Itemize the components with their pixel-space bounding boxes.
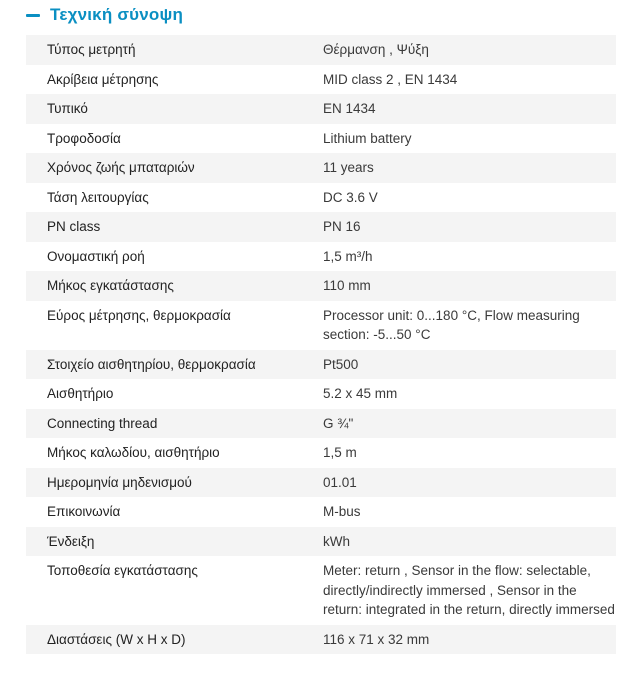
spec-row (26, 379, 616, 409)
spec-value: MID class 2 , EN 1434 (323, 71, 458, 87)
spec-label: Ημερομηνία μηδενισμού (26, 468, 323, 498)
spec-label: Εύρος μέτρησης, θερμοκρασία (47, 307, 231, 323)
spec-value: 11 years (323, 153, 616, 183)
spec-value: 1,5 m³/h (323, 248, 373, 264)
spec-label: Τύπος μετρητή (26, 35, 323, 65)
spec-value: PN 16 (323, 212, 616, 242)
spec-label: Τροφοδοσία (47, 130, 121, 146)
spec-row (26, 153, 616, 183)
spec-row (26, 527, 616, 557)
spec-row (26, 35, 616, 65)
spec-row (26, 124, 616, 154)
spec-label: Μήκος εγκατάστασης (26, 271, 323, 301)
spec-value: EN 1434 (323, 94, 616, 124)
spec-row (26, 65, 616, 95)
spec-label: Τάση λειτουργίας (47, 189, 149, 205)
spec-value: 110 mm (323, 271, 616, 301)
spec-row (26, 556, 616, 625)
spec-value: 1,5 m (323, 445, 357, 460)
spec-value: Processor unit: 0...180 °C, Flow measuring section: -5...50 °C (323, 307, 580, 342)
spec-row (26, 242, 616, 272)
spec-value: Meter: return , Sensor in the flow: selectable, directly/indirectly immersed , Sensor in the return: integrated in the return, directly immersed (323, 563, 615, 617)
spec-row (26, 183, 616, 213)
spec-row (26, 350, 616, 380)
spec-label: Διαστάσεις (W x H x D) (26, 625, 323, 655)
spec-label: Μήκος καλωδίου, αισθητήριο (47, 445, 220, 460)
spec-label: Ονομαστική ροή (47, 248, 145, 264)
spec-label: Στοιχείο αισθητηρίου, θερμοκρασία (26, 350, 323, 380)
spec-label: Χρόνος ζωής μπαταριών (26, 153, 323, 183)
minus-icon[interactable] (26, 14, 40, 17)
spec-row (26, 409, 616, 439)
section-title: Τεχνική σύνοψη (50, 5, 184, 24)
spec-row (26, 625, 616, 655)
spec-value: 01.01 (323, 468, 616, 498)
spec-value: 5.2 x 45 mm (323, 386, 398, 401)
spec-label: Αισθητήριο (47, 386, 114, 401)
spec-value: Θέρμανση , Ψύξη (323, 35, 616, 65)
spec-label: Επικοινωνία (47, 504, 121, 519)
spec-label: PN class (26, 212, 323, 242)
spec-label: Τοποθεσία εγκατάστασης (47, 563, 198, 578)
spec-row (26, 301, 616, 350)
section-header-toggle[interactable] (26, 3, 183, 27)
spec-table (26, 35, 616, 654)
spec-value: M-bus (323, 504, 361, 519)
spec-table-body (26, 35, 616, 654)
spec-label: Ακρίβεια μέτρησης (47, 71, 159, 87)
spec-label: Connecting thread (26, 409, 323, 439)
spec-row (26, 94, 616, 124)
spec-value: 116 x 71 x 32 mm (323, 625, 616, 655)
spec-value: Pt500 (323, 350, 616, 380)
spec-row (26, 212, 616, 242)
spec-row (26, 271, 616, 301)
spec-value: DC 3.6 V (323, 189, 378, 205)
spec-row (26, 438, 616, 468)
spec-value: G ¾" (323, 409, 616, 439)
spec-row (26, 468, 616, 498)
spec-value: Lithium battery (323, 130, 412, 146)
spec-label: Ένδειξη (26, 527, 323, 557)
spec-row (26, 497, 616, 527)
spec-value: kWh (323, 527, 616, 557)
spec-label: Τυπικό (26, 94, 323, 124)
